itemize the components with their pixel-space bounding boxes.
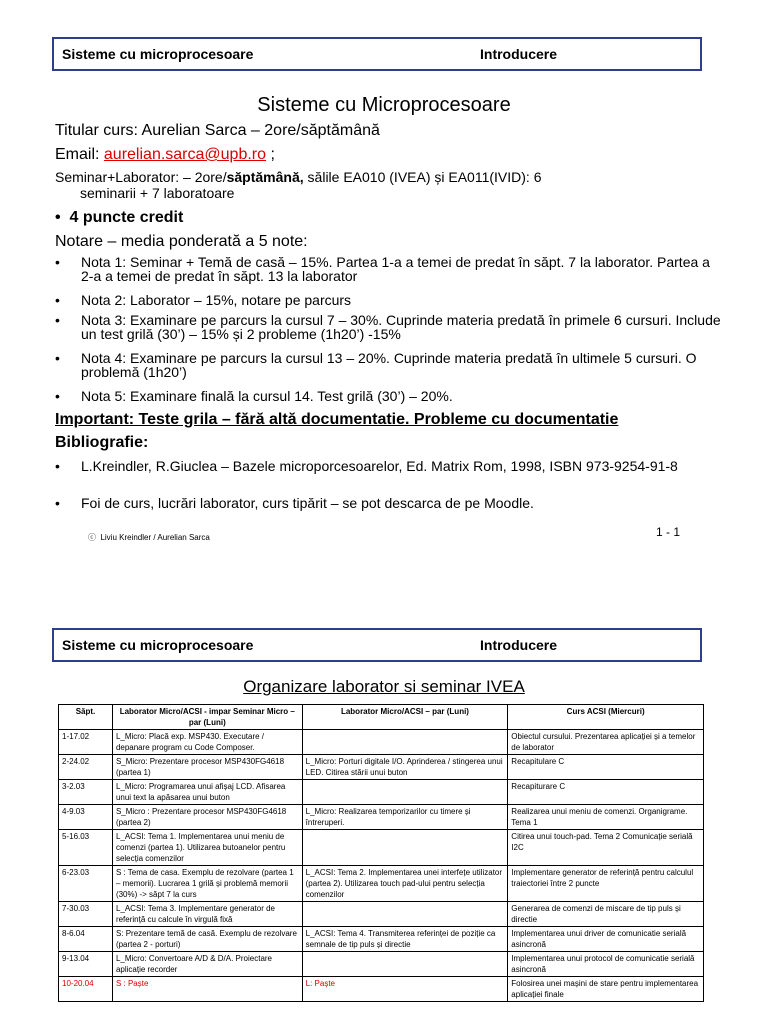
table-row [59, 866, 704, 902]
table-row [59, 927, 704, 952]
table-cell: 7-30.03 [59, 902, 113, 927]
note-text: Nota 5: Examinare finală la cursul 14. Test grilă (30’) – 20%. [81, 388, 453, 404]
table-cell: S : Tema de casa. Exemplu de rezolvare (partea 1 – memorii). Lucrarea 1 grilă și problemă memorii (30%) -> săpt 7 la curs [112, 866, 302, 902]
table-cell: L_ACSI: Tema 2. Implementarea unei interfețe utilizator (partea 2). Utilizarea touch pad-ului pentru selecția comenzilor [302, 866, 508, 902]
titular-line: Titular curs: Aurelian Sarca – 2ore/săptămână [55, 122, 380, 139]
slide2-header-box [52, 628, 702, 662]
seminar-part-b: săptămână, [226, 169, 304, 185]
table-cell: L_Micro: Porturi digitale I/O. Aprinderea / stingerea unui LED. Citirea stării unui buton [302, 755, 508, 780]
note-text: Nota 4: Examinare pe parcurs la cursul 13 – 20%. Cuprinde materia predată în ultimele 5 cursuri. O problemă (1h20’) [81, 350, 697, 380]
copyright-text: Liviu Kreindler / Aurelian Sarca [100, 533, 210, 542]
table-cell: S_Micro : Prezentare procesor MSP430FG4618 (partea 2) [112, 805, 302, 830]
table-cell: L_ACSI: Tema 1. Implementarea unui meniu de comenzi (partea 1). Utilizarea butoanelor pentru selecția comenzilor [112, 830, 302, 866]
table-cell: L_Micro: Placă exp. MSP430. Executare / depanare program cu Code Composer. [112, 730, 302, 755]
table-row [59, 805, 704, 830]
slide1-title: Sisteme cu Microprocesoare [257, 94, 511, 116]
table-header-row [59, 705, 704, 730]
table-cell: Realizarea unui meniu de comenzi. Organigrame. Tema 1 [508, 805, 704, 830]
table-cell: Recapiturare C [508, 780, 704, 805]
col-header: Laborator Micro/ACSI – par (Luni) [302, 705, 508, 730]
table-cell: Generarea de comenzi de miscare de tip puls și directie [508, 902, 704, 927]
table-cell: Implementare generator de referință pentru calculul traiectoriei între 2 puncte [508, 866, 704, 902]
table-cell: 1-17.02 [59, 730, 113, 755]
table-row [59, 902, 704, 927]
schedule-table [58, 704, 704, 1002]
table-cell: L_Micro: Convertoare A/D & D/A. Proiectare aplicație recorder [112, 952, 302, 977]
seminar-line [55, 170, 542, 184]
header-right: Introducere [480, 637, 558, 653]
notare-heading: Notare – media ponderată a 5 note: [55, 233, 308, 250]
table-cell: 4-9.03 [59, 805, 113, 830]
slide1-header-box [52, 37, 702, 71]
table-cell: Obiectul cursului. Prezentarea aplicației și a temelor de laborator [508, 730, 704, 755]
table-cell: L_Micro: Realizarea temporizarilor cu timere și întreruperi. [302, 805, 508, 830]
email-label: Email: [55, 146, 100, 163]
credit-bullet: • 4 puncte credit [55, 209, 184, 226]
table-row [59, 977, 704, 1002]
table-cell: 3-2.03 [59, 780, 113, 805]
table-cell: Folosirea unei mașini de stare pentru implementarea aplicației finale [508, 977, 704, 1002]
table-cell: Implementarea unui protocol de comunicatie serială asincronă [508, 952, 704, 977]
credit-text: 4 puncte credit [69, 209, 184, 226]
copyright-icon: ⓒ [88, 533, 96, 542]
col-header: Săpt. [59, 705, 113, 730]
important-note: Important: Teste grila – fără altă documentatie. Probleme cu documentatie [55, 411, 619, 428]
table-cell: L_ACSI: Tema 3. Implementare generator de referință cu calcule în virgulă fixă [112, 902, 302, 927]
table-cell: 6-23.03 [59, 866, 113, 902]
note-text: Nota 3: Examinare pe parcurs la cursul 7 – 30%. Cuprinde materia predată în primele 6 cursuri. Include un test grilă (30’) – 15% și 2 probleme (1h20’) -15% [81, 312, 721, 342]
table-cell: S_Micro: Prezentare procesor MSP430FG4618 (partea 1) [112, 755, 302, 780]
seminar-line-2: seminarii + 7 laboratoare [80, 185, 235, 201]
page-number: 1 - 1 [656, 525, 681, 539]
table-cell: Citirea unui touch-pad. Tema 2 Comunicație serială I2C [508, 830, 704, 866]
header-right: Introducere [480, 46, 558, 62]
table-row [59, 952, 704, 977]
ref-text: L.Kreindler, R.Giuclea – Bazele microporcesoarelor, Ed. Matrix Rom, 1998, ISBN 973-9254-91-8 [81, 458, 678, 474]
table-cell: 5-16.03 [59, 830, 113, 866]
table-row [59, 730, 704, 755]
table-cell: S : Paște [112, 977, 302, 1002]
table-cell: L: Paște [302, 977, 508, 1002]
note-text: Nota 2: Laborator – 15%, notare pe parcurs [81, 292, 352, 308]
email-link[interactable]: aurelian.sarca@upb.ro [103, 146, 267, 163]
table-cell [302, 780, 508, 805]
ref-text: Foi de curs, lucrări laborator, curs tipărit – se pot descarca de pe Moodle. [81, 495, 534, 511]
table-cell: 2-24.02 [59, 755, 113, 780]
biblio-heading: Bibliografie: [55, 434, 149, 451]
table-cell [302, 952, 508, 977]
table-cell: Recapitulare C [508, 755, 704, 780]
header-left: Sisteme cu microprocesoare [62, 46, 254, 62]
col-header: Curs ACSI (Miercuri) [508, 705, 704, 730]
table-row [59, 755, 704, 780]
seminar-part-a: Seminar+Laborator: – 2ore/ [55, 169, 227, 185]
table-cell: Implementarea unui driver de comunicatie serială asincronă [508, 927, 704, 952]
table-cell [302, 902, 508, 927]
table-cell [302, 730, 508, 755]
header-left: Sisteme cu microprocesoare [62, 637, 254, 653]
slide2-title: Organizare laborator si seminar IVEA [243, 677, 525, 696]
seminar-part-c: sălile EA010 (IVEA) și EA011(IVID): 6 [303, 169, 542, 185]
table-cell: 9-13.04 [59, 952, 113, 977]
table-cell: 8-6.04 [59, 927, 113, 952]
table-cell: S: Prezentare temă de casă. Exemplu de rezolvare (partea 2 - porturi) [112, 927, 302, 952]
note-text: Nota 1: Seminar + Temă de casă – 15%. Partea 1-a a temei de predat în săpt. 7 la laborator. Partea a 2-a a temei de predat în săpt. 13 la laborator [81, 254, 710, 284]
copyright [88, 532, 210, 543]
table-cell: L_Micro: Programarea unui afișaj LCD. Afisarea unui text la apăsarea unui buton [112, 780, 302, 805]
table-cell: 10-20.04 [59, 977, 113, 1002]
table-cell [302, 830, 508, 866]
email-line [55, 146, 275, 164]
email-tail: ; [270, 146, 275, 163]
table-row [59, 780, 704, 805]
col-header: Laborator Micro/ACSI - impar Seminar Micro – par (Luni) [112, 705, 302, 730]
table-row [59, 830, 704, 866]
table-cell: L_ACSI: Tema 4. Transmiterea referinței de poziție ca semnale de tip puls și directie [302, 927, 508, 952]
